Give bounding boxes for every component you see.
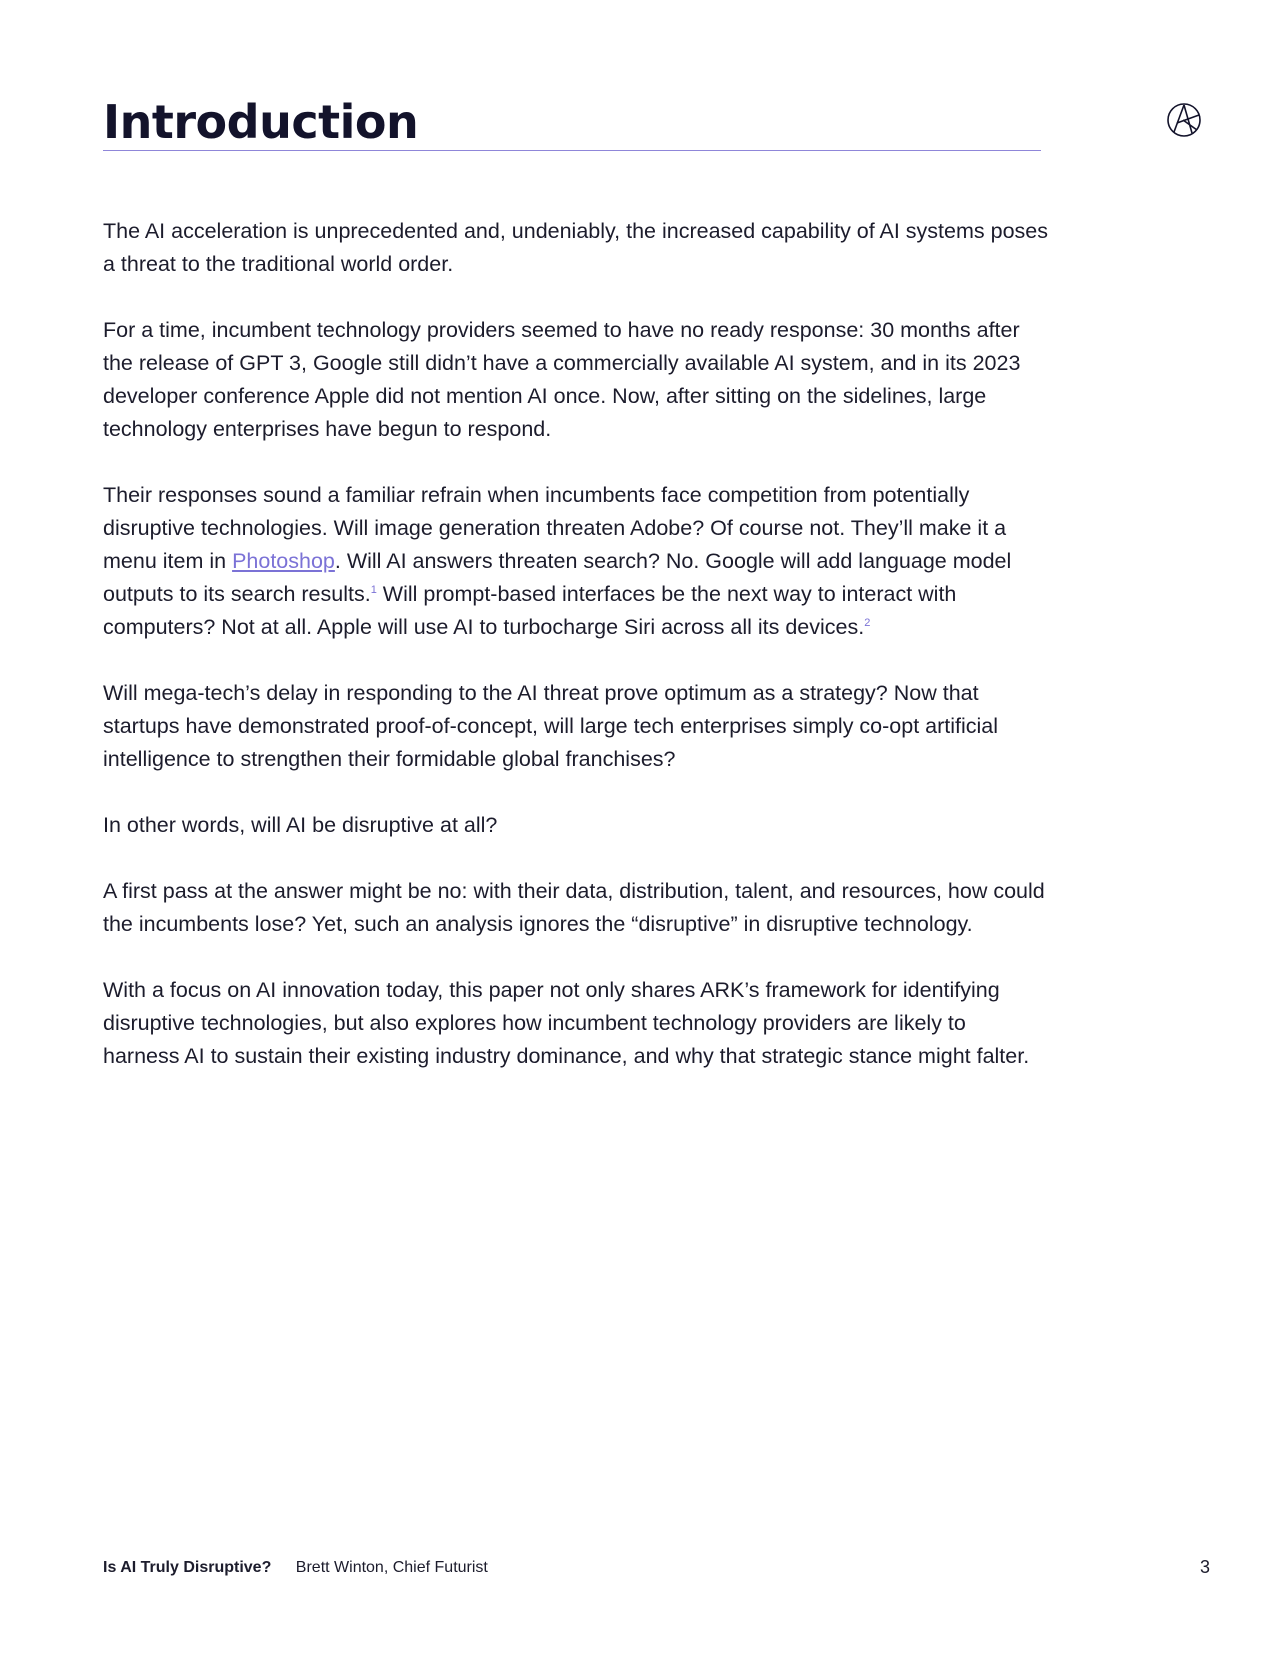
- footnote-ref-2[interactable]: 2: [864, 616, 871, 629]
- footer: [103, 1557, 488, 1579]
- paragraph-7: With a focus on AI innovation today, this paper not only shares ARK’s framework for identifying disruptive technologies, but also explores how incumbent technology providers are likely to harness AI to sustain their existing industry dominance, and why that strategic stance might falter.: [103, 978, 1030, 1068]
- paragraph-4: Will mega-tech’s delay in responding to the AI threat prove optimum as a strategy? Now that startups have demonstrated proof-of-concept, will large tech enterprises simply co-opt artificial intelligence to strengthen their formidable global franchises?: [103, 681, 999, 771]
- paragraph-2: For a time, incumbent technology providers seemed to have no ready response: 30 months after the release of GPT 3, Google still didn’t have a commercially available AI system, and in its 2023 developer conference Apple did not mention AI once. Now, after sitting on the sidelines, large technology enterprises have begun to respond.: [103, 318, 1021, 441]
- footer-author: Brett Winton, Chief Futurist: [295, 1559, 488, 1576]
- title-divider: [103, 150, 1041, 151]
- paragraph-3: [103, 479, 1048, 644]
- photoshop-link[interactable]: Photoshop: [232, 549, 335, 573]
- paragraph-3-text-a: Their responses sound a familiar refrain when incumbents face competition from potentially disruptive technologies. Will image generation threaten Adobe? Of course not. They’ll make it a menu item in: [103, 483, 1007, 573]
- footer-doc-title: Is AI Truly Disruptive?: [103, 1559, 272, 1576]
- footnote-ref-1[interactable]: 1: [370, 583, 377, 596]
- paragraph-3-text-b: . Will AI answers threaten search? No. Google will add language model outputs to its search results.: [103, 549, 1012, 606]
- paragraph-6: A first pass at the answer might be no: with their data, distribution, talent, and resources, how could the incumbents lose? Yet, such an analysis ignores the “disruptive” in disruptive technology.: [103, 879, 1045, 936]
- paragraph-5: In other words, will AI be disruptive at all?: [103, 813, 498, 837]
- page-number: 3: [1199, 1557, 1210, 1577]
- paragraph-3-text-c: Will prompt-based interfaces be the next way to interact with computers? Not at all. Apple will use AI to turbocharge Siri across all its devices.: [103, 582, 957, 639]
- body-text: [103, 215, 1048, 1106]
- page-title: Introduction: [103, 95, 419, 149]
- paragraph-1: The AI acceleration is unprecedented and, undeniably, the increased capability of AI systems poses a threat to the traditional world order.: [103, 219, 1048, 276]
- ark-logo-icon: [1166, 102, 1202, 138]
